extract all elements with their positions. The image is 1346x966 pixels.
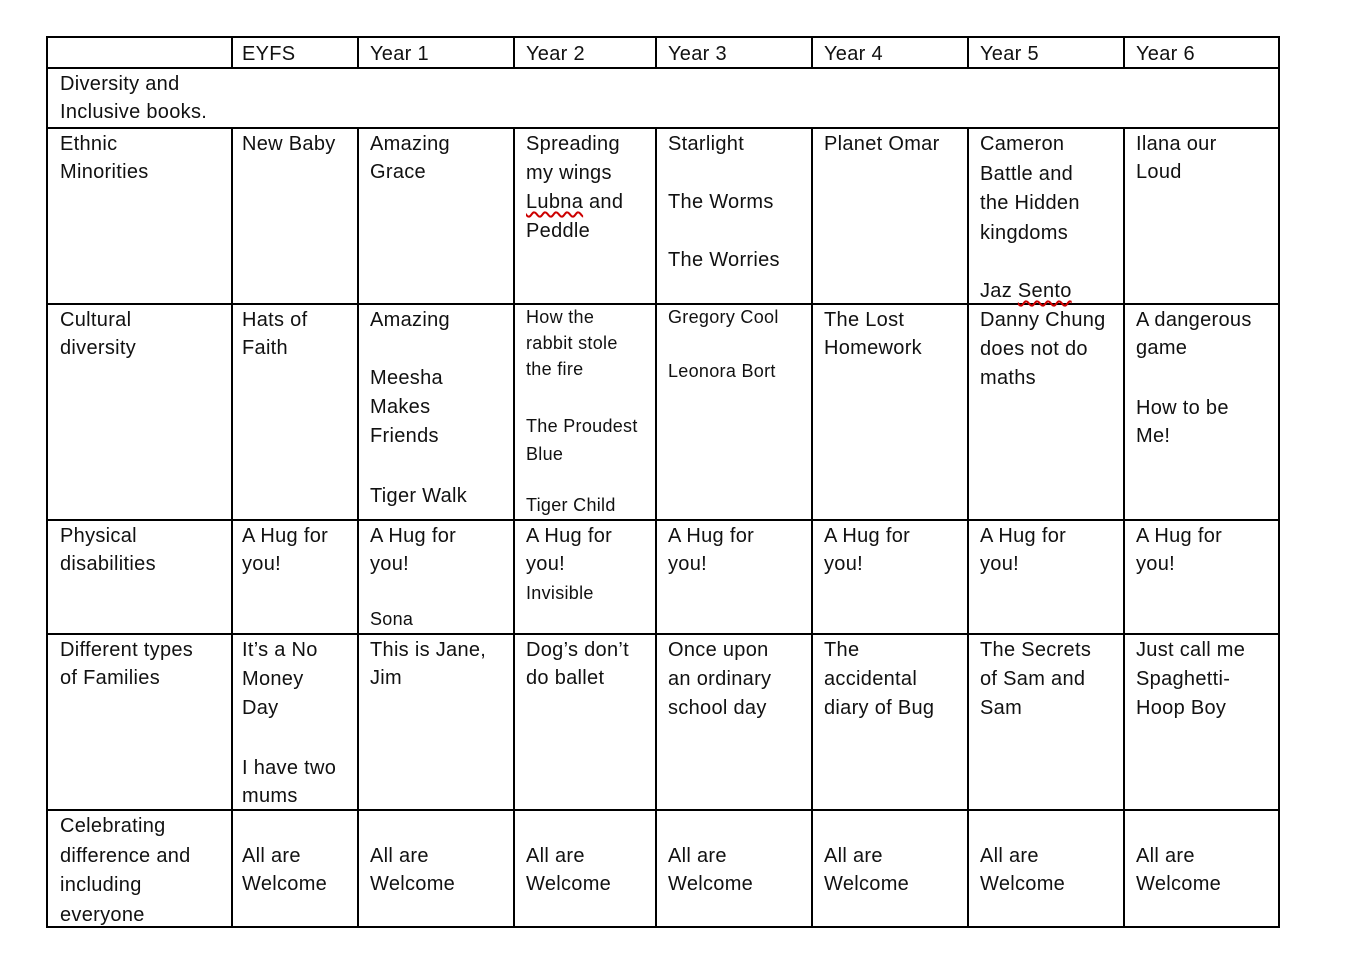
book-line: I have two (242, 757, 337, 779)
book-cell (1136, 130, 1217, 186)
book-line: my wings (526, 162, 612, 184)
column-divider (811, 128, 813, 928)
book-cell (526, 304, 618, 382)
book-cell (980, 522, 1066, 578)
row-label-line: Physical (60, 525, 137, 547)
row-label-line: Different types (60, 639, 194, 661)
table-title (60, 70, 207, 126)
book-line: The Worms (668, 191, 774, 213)
book-cell (242, 754, 336, 810)
book-cell (242, 522, 328, 578)
column-divider (357, 128, 359, 928)
book-line: of Sam and (980, 668, 1086, 690)
book-cell (526, 636, 629, 692)
book-line: maths (980, 367, 1036, 389)
book-line: This is Jane, (370, 639, 487, 661)
column-divider (655, 38, 657, 68)
row-label-line: Celebrating (60, 815, 166, 837)
column-divider (231, 38, 233, 68)
book-line: Danny Chung (980, 309, 1106, 331)
column-divider (357, 38, 359, 68)
book-cell (242, 636, 318, 723)
book-line: Welcome (526, 873, 612, 895)
book-line: Welcome (370, 873, 456, 895)
book-line: Spreading (526, 133, 620, 155)
book-line: A Hug for (824, 525, 911, 547)
book-line: Once upon (668, 639, 769, 661)
book-line: Loud (1136, 161, 1182, 183)
spellcheck-word: Sento (1017, 280, 1072, 302)
book-line: The Proudest (526, 416, 638, 436)
book-line: you! (824, 553, 864, 575)
book-cell (370, 130, 450, 186)
book-line: the Hidden (980, 192, 1080, 214)
table-title-line: Diversity and (60, 73, 180, 95)
header-year-2: Year 2 (526, 43, 585, 65)
book-line: Tiger Walk (370, 485, 468, 507)
book-line: Money (242, 668, 304, 690)
book-line: school day (668, 697, 767, 719)
book-line: does not do (980, 338, 1088, 360)
book-cell (370, 636, 486, 692)
book-cell (526, 522, 612, 578)
row-label-line: everyone (60, 903, 145, 926)
book-line: Me! (1136, 425, 1171, 447)
book-line: How to be (1136, 397, 1229, 419)
book-cell: Planet Omar (824, 133, 940, 155)
book-line: Homework (824, 337, 922, 359)
row-label-line: of Families (60, 667, 160, 689)
book-line: Invisible (526, 583, 594, 603)
book-line: Tiger Child (526, 495, 616, 515)
row-label-line: disabilities (60, 553, 156, 575)
book-line: Sona (370, 609, 414, 629)
book-line: you! (526, 553, 566, 575)
book-line: you! (1136, 553, 1176, 575)
book-cell (668, 522, 754, 578)
book-line: kingdoms (980, 221, 1068, 244)
table-title-line: Inclusive books. (60, 101, 208, 123)
book-line: Just call me (1136, 639, 1246, 661)
column-divider (513, 128, 515, 928)
book-line: The Worries (668, 249, 780, 271)
book-line: Amazing (370, 133, 450, 155)
book-line (526, 188, 623, 217)
book-line: you! (370, 553, 410, 575)
book-line: Welcome (1136, 873, 1222, 895)
book-line: Leonora Bort (668, 361, 776, 381)
book-cell (242, 842, 327, 898)
book-line: A Hug for (1136, 525, 1223, 547)
book-line: It’s a No (242, 639, 318, 661)
book-line: Peddle (526, 220, 591, 242)
book-line: How the (526, 307, 595, 327)
header-eyfs: EYFS (242, 43, 296, 65)
book-line: Cameron (980, 133, 1065, 155)
row-label-cultural-diversity (60, 306, 136, 362)
book-line: All are (1136, 845, 1195, 867)
book-line: accidental (824, 668, 918, 690)
book-cell (526, 842, 611, 898)
book-line: Ilana our (1136, 133, 1217, 155)
book-cell (668, 636, 771, 723)
book-cell (824, 522, 910, 578)
column-divider (811, 38, 813, 68)
book-cell (824, 306, 922, 362)
book-line: All are (668, 845, 727, 867)
book-cell (370, 364, 443, 451)
book-line: Day (242, 697, 279, 719)
book-cell (1136, 636, 1245, 723)
book-line: All are (242, 845, 301, 867)
book-line: All are (980, 845, 1039, 867)
book-text: and (583, 191, 624, 213)
book-line: Battle and (980, 162, 1074, 185)
book-line: All are (370, 845, 429, 867)
book-line: Friends (370, 425, 439, 447)
book-cell (526, 130, 623, 246)
column-divider (967, 128, 969, 928)
book-line: Grace (370, 161, 426, 183)
book-line: do ballet (526, 667, 605, 689)
column-divider (1123, 128, 1125, 928)
book-line: Hats of (242, 309, 308, 331)
book-cell (526, 412, 638, 468)
book-line: A Hug for (242, 525, 329, 547)
book-line: you! (980, 553, 1020, 575)
book-line: Faith (242, 337, 288, 359)
books-table (46, 36, 1280, 928)
book-line: Welcome (980, 873, 1066, 895)
book-cell (824, 636, 934, 723)
column-divider (513, 38, 515, 68)
book-line: The Secrets (980, 639, 1092, 661)
row-label-line: including (60, 874, 142, 896)
book-line: Starlight (668, 133, 745, 155)
book-line: The Lost (824, 309, 905, 331)
book-cell (980, 130, 1080, 248)
book-line: Meesha (370, 367, 443, 389)
header-year-1: Year 1 (370, 43, 429, 65)
row-label-physical-disabilities (60, 522, 156, 578)
row-label-line: diversity (60, 337, 137, 359)
book-cell (1136, 842, 1221, 898)
book-cell (824, 842, 909, 898)
book-line: Makes (370, 396, 431, 418)
book-line: Blue (526, 444, 564, 464)
book-cell: New Baby (242, 133, 336, 155)
row-label-ethnic-minorities (60, 130, 149, 186)
book-line: Jim (370, 667, 403, 689)
row-label-line: Ethnic (60, 133, 118, 155)
row-label-line: Minorities (60, 161, 149, 183)
book-cell (980, 842, 1065, 898)
book-line: Welcome (824, 873, 910, 895)
book-line: game (1136, 337, 1188, 359)
book-line: Sam (980, 697, 1023, 719)
book-cell (980, 306, 1106, 393)
book-line: A dangerous (1136, 309, 1252, 331)
book-line: rabbit stole (526, 333, 618, 353)
row-label-line: Cultural (60, 309, 132, 331)
book-line: mums (242, 785, 298, 807)
book-line: All are (526, 845, 585, 867)
row-label-celebrating-difference (60, 812, 191, 930)
book-cell (1136, 522, 1222, 578)
book-cell (370, 522, 456, 578)
header-year-3: Year 3 (668, 43, 727, 65)
column-divider (655, 128, 657, 928)
book-line: you! (242, 553, 282, 575)
spellcheck-word: Lubna (526, 191, 584, 213)
book-line: you! (668, 553, 708, 575)
book-line: the fire (526, 359, 584, 379)
book-cell (668, 842, 753, 898)
book-line (980, 277, 1072, 305)
book-text: Jaz (980, 280, 1018, 302)
column-divider (231, 128, 233, 928)
book-cell (1136, 306, 1252, 362)
book-line: Welcome (668, 873, 754, 895)
header-year-5: Year 5 (980, 43, 1039, 65)
book-line: Gregory Cool (668, 307, 779, 327)
book-line: A Hug for (370, 525, 457, 547)
book-line: an ordinary (668, 668, 772, 690)
book-cell (980, 636, 1091, 723)
column-divider (967, 38, 969, 68)
book-line: Welcome (242, 873, 328, 895)
book-line: diary of Bug (824, 697, 935, 719)
book-cell (242, 306, 307, 362)
book-line: A Hug for (980, 525, 1067, 547)
book-cell (370, 842, 455, 898)
header-year-6: Year 6 (1136, 43, 1195, 65)
book-line: Spaghetti- (1136, 668, 1231, 690)
row-label-line: difference and (60, 844, 191, 867)
book-line: Amazing (370, 309, 450, 331)
header-year-4: Year 4 (824, 43, 883, 65)
row-label-different-types-of-families (60, 636, 193, 692)
book-cell (1136, 394, 1229, 450)
book-line: The (824, 639, 860, 661)
book-line: Dog’s don’t (526, 639, 629, 661)
book-line: A Hug for (526, 525, 613, 547)
book-line: Hoop Boy (1136, 697, 1227, 719)
column-divider (1123, 38, 1125, 68)
book-line: All are (824, 845, 883, 867)
book-line: A Hug for (668, 525, 755, 547)
